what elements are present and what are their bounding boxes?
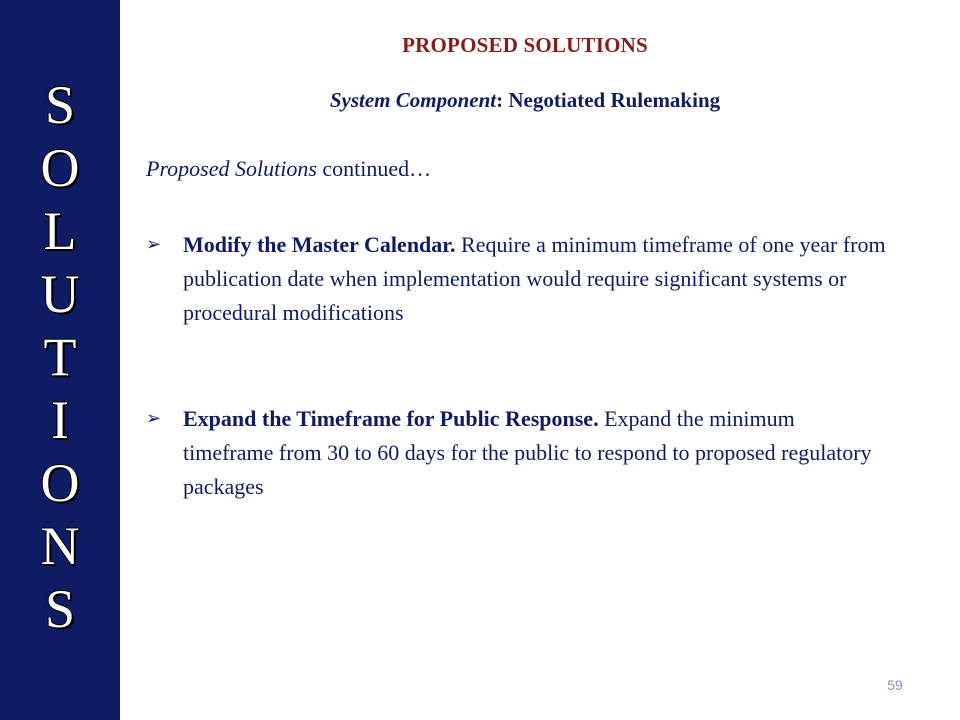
- bullet-body: Require a minimum timeframe of one year from publication date when implementation would require significant systems or procedural modifications: [183, 232, 886, 325]
- bullet-text: [183, 228, 886, 330]
- subtitle-rest: : Negotiated Rulemaking: [496, 88, 721, 112]
- arrow-bullet-icon: ➢: [146, 234, 162, 255]
- lead-line: [146, 156, 431, 182]
- bullet-heading: Expand the Timeframe for Public Response.: [183, 406, 599, 431]
- slide-title: PROPOSED SOLUTIONS: [402, 33, 648, 57]
- slide-subtitle: [120, 88, 930, 113]
- bullet-body: Expand the minimum timeframe from 30 to 60 days for the public to respond to proposed regulatory packages: [183, 406, 872, 499]
- banner-letter: S: [44, 75, 76, 135]
- banner-letter: S: [44, 579, 76, 639]
- banner-letter: N: [40, 516, 80, 576]
- arrow-bullet-icon: ➢: [146, 408, 162, 429]
- page-number: 59: [887, 677, 903, 693]
- lead-rest: continued…: [316, 156, 432, 181]
- bullet-item: [146, 402, 886, 504]
- subtitle-italic: System Component: [329, 88, 497, 112]
- banner-letter: O: [40, 138, 80, 198]
- bullet-heading: Modify the Master Calendar.: [183, 232, 456, 257]
- banner-letter: I: [51, 390, 69, 450]
- side-banner: [0, 0, 120, 720]
- banner-letter: U: [40, 264, 80, 324]
- bullet-text: [183, 402, 886, 504]
- banner-letter: O: [40, 453, 80, 513]
- banner-letter: T: [43, 327, 77, 387]
- banner-letter: L: [43, 201, 77, 261]
- lead-italic: Proposed Solutions: [146, 156, 317, 181]
- bullet-item: [146, 228, 886, 330]
